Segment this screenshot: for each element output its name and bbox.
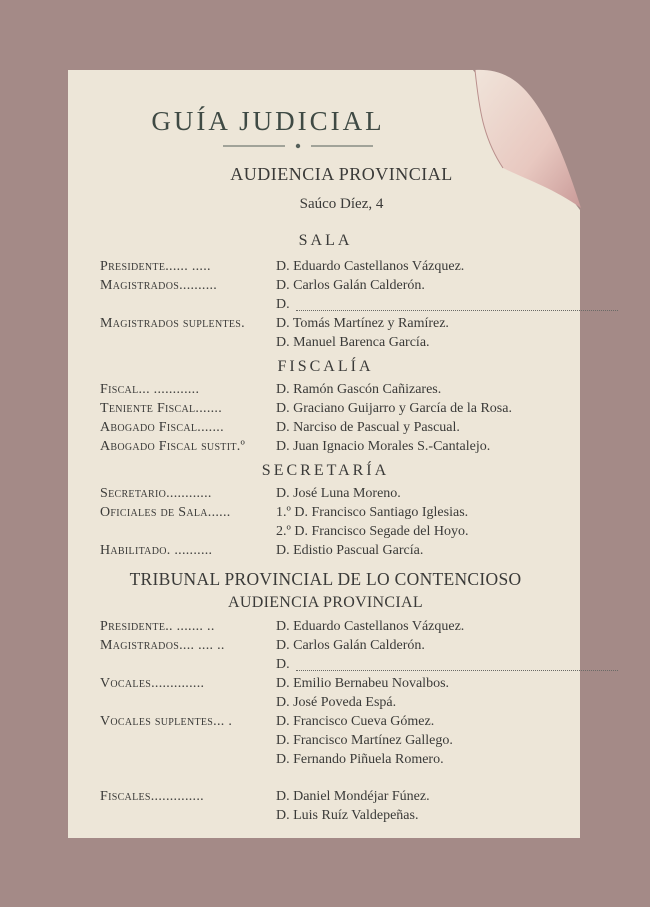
section-secretaria-heading: SECRETARÍA xyxy=(261,462,390,479)
row-label: Abogado Fiscal....... xyxy=(100,420,224,435)
row-label: Secretario............ xyxy=(100,486,212,501)
row-value: D. Ramón Gascón Cañizares. xyxy=(276,382,442,397)
row-vocal-suplente-2 xyxy=(100,733,570,752)
section-sala-heading: SALA xyxy=(298,232,353,249)
row-value: D. Tomás Martínez y Ramírez. xyxy=(276,316,449,331)
row-label: Presidente...... ..... xyxy=(100,259,211,274)
row-fiscal-2 xyxy=(100,808,570,827)
row-value: D. Luis Ruíz Valdepeñas. xyxy=(276,808,419,823)
page-title: GUÍA JUDICIAL xyxy=(151,106,385,136)
row-value: D. Carlos Galán Calderón. xyxy=(276,278,425,293)
row-label: Abogado Fiscal sustit.º xyxy=(100,439,246,454)
row-vocal-2 xyxy=(100,695,570,714)
row-label: Habilitado. .......... xyxy=(100,543,213,558)
tribunal-heading: TRIBUNAL PROVINCIAL DE LO CONTENCIOSO xyxy=(129,569,522,589)
row-vocal-suplente-3 xyxy=(100,752,570,771)
row-value: D. José Poveda Espá. xyxy=(276,695,397,710)
row-value: D. Manuel Barenca García. xyxy=(276,335,430,350)
row-tribunal-magistrados xyxy=(100,638,570,657)
row-value: D. Graciano Guijarro y García de la Rosa. xyxy=(276,401,512,416)
row-abogado-fiscal-sustituto xyxy=(100,439,570,458)
row-label: Magistrados.... .... .. xyxy=(100,638,225,653)
row-value: D. Juan Ignacio Morales S.-Cantalejo. xyxy=(276,439,491,454)
row-value: 2.º D. Francisco Segade del Hoyo. xyxy=(276,524,469,539)
row-value: D. Edistio Pascual García. xyxy=(276,543,424,558)
row-magistrado-vacante xyxy=(100,297,570,316)
row-teniente-fiscal xyxy=(100,401,570,420)
row-magistrados xyxy=(100,278,570,297)
row-suplente-2 xyxy=(100,335,570,354)
ornament-divider xyxy=(223,142,373,150)
row-habilitado xyxy=(100,543,570,562)
row-fiscal xyxy=(100,382,570,401)
row-tribunal-presidente xyxy=(100,619,570,638)
row-oficiales-sala xyxy=(100,505,570,524)
row-value: D. José Luna Moreno. xyxy=(276,486,401,501)
row-value: D. Francisco Martínez Gallego. xyxy=(276,733,453,748)
blank-line xyxy=(296,670,618,671)
blank-line xyxy=(296,310,618,311)
row-presidente xyxy=(100,259,570,278)
tribunal-subheading: AUDIENCIA PROVINCIAL xyxy=(228,594,423,611)
row-label: Oficiales de Sala...... xyxy=(100,505,231,520)
row-value: D. Francisco Cueva Gómez. xyxy=(276,714,435,729)
row-vocales-suplentes xyxy=(100,714,570,733)
row-value: D. Eduardo Castellanos Vázquez. xyxy=(276,259,465,274)
section-fiscalia-heading: FISCALÍA xyxy=(277,358,374,375)
row-value: D. xyxy=(276,297,290,312)
row-value: D. Eduardo Castellanos Vázquez. xyxy=(276,619,465,634)
row-label: Vocales.............. xyxy=(100,676,205,691)
row-value: D. Carlos Galán Calderón. xyxy=(276,638,425,653)
row-label: Magistrados.......... xyxy=(100,278,218,293)
row-label: Presidente.. ....... .. xyxy=(100,619,215,634)
row-fiscales xyxy=(100,789,570,808)
row-value: D. Emilio Bernabeu Novalbos. xyxy=(276,676,450,691)
row-value: D. Fernando Piñuela Romero. xyxy=(276,752,444,767)
row-value: D. Narciso de Pascual y Pascual. xyxy=(276,420,460,435)
row-label: Teniente Fiscal....... xyxy=(100,401,223,416)
row-oficial-2 xyxy=(100,524,570,543)
address: Saúco Díez, 4 xyxy=(299,196,384,212)
row-value: D. xyxy=(276,657,290,672)
row-label: Magistrados suplentes. xyxy=(100,316,245,331)
row-tribunal-vacante xyxy=(100,657,570,676)
row-label: Vocales suplentes... . xyxy=(100,714,233,729)
audiencia-heading: AUDIENCIA PROVINCIAL xyxy=(230,164,453,184)
row-value: 1.º D. Francisco Santiago Iglesias. xyxy=(276,505,469,520)
row-value: D. Daniel Mondéjar Fúnez. xyxy=(276,789,430,804)
row-abogado-fiscal xyxy=(100,420,570,439)
row-secretario xyxy=(100,486,570,505)
row-label: Fiscal... ............ xyxy=(100,382,200,397)
row-magistrados-suplentes xyxy=(100,316,570,335)
row-label: Fiscales.............. xyxy=(100,789,204,804)
row-vocales xyxy=(100,676,570,695)
page-curl xyxy=(473,68,583,213)
